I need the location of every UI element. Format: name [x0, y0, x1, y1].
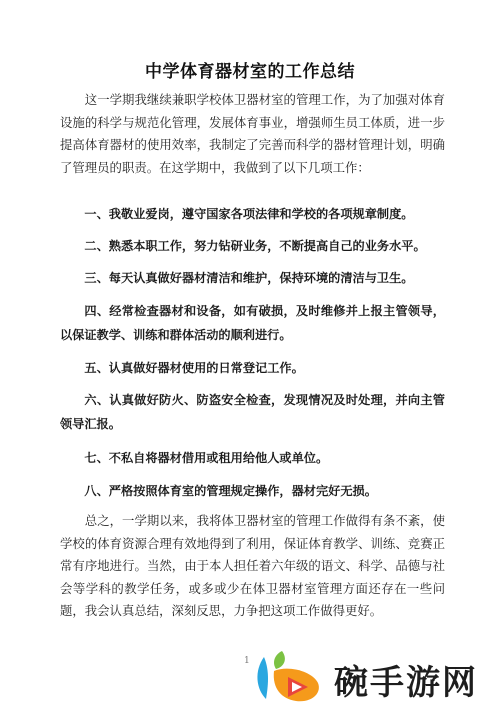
- work-item-5: 五、认真做好器材使用的日常登记工作。: [84, 361, 304, 375]
- document-title: 中学体育器材室的工作总结: [145, 62, 355, 82]
- work-item-8: 八、严格按照体育室的管理规定操作，器材完好无损。: [84, 484, 377, 498]
- summary-paragraph: 总之，一学期以来，我将体卫器材室的管理工作做得有条不紊，使学校的体育资源合理有效地得到了利用，保证体育教学、训练、竞赛正常有序地进行。当然，由于本人担任着六年级的语文、科学、品德与社会等学科的教学任务，或多或少在体卫器材室管理方面还存在一些问题，我会认真总结，深刻反思，力争把这项工作做得更好。: [60, 513, 445, 618]
- work-item-3: 三、每天认真做好器材清洁和维护，保持环境的清洁与卫生。: [84, 271, 414, 285]
- work-item-2: 二、熟悉本职工作，努力钻研业务，不断提高自己的业务水平。: [84, 239, 426, 253]
- intro-paragraph: 这一学期我继续兼职学校体卫器材室的管理工作，为了加强对体育设施的科学与规范化管理，发展体育事业，增强师生员工体质，进一步提高体育器材的使用效率，我制定了完善而科学的器材管理计划，明确了管理员的职责。在这学期中，我做到了以下几项工作：: [60, 92, 445, 175]
- work-item-1: 一、我敬业爱岗，遵守国家各项法律和学校的各项规章制度。: [84, 207, 414, 221]
- work-item-4: 四、经常检查器材和设备，如有破损，及时维修并上报主管领导，以保证教学、训练和群体活动的顺利进行。: [60, 304, 445, 342]
- page-number: 1: [244, 656, 250, 666]
- site-watermark: [252, 645, 492, 707]
- work-item-7: 七、不私自将器材借用或租用给他人或单位。: [84, 451, 329, 465]
- watermark-text: 碗手游网: [334, 663, 478, 703]
- play-leaf-logo-icon: [252, 649, 328, 703]
- work-item-6: 六、认真做好防火、防盗安全检查，发现情况及时处理，并向主管领导汇报。: [60, 393, 445, 431]
